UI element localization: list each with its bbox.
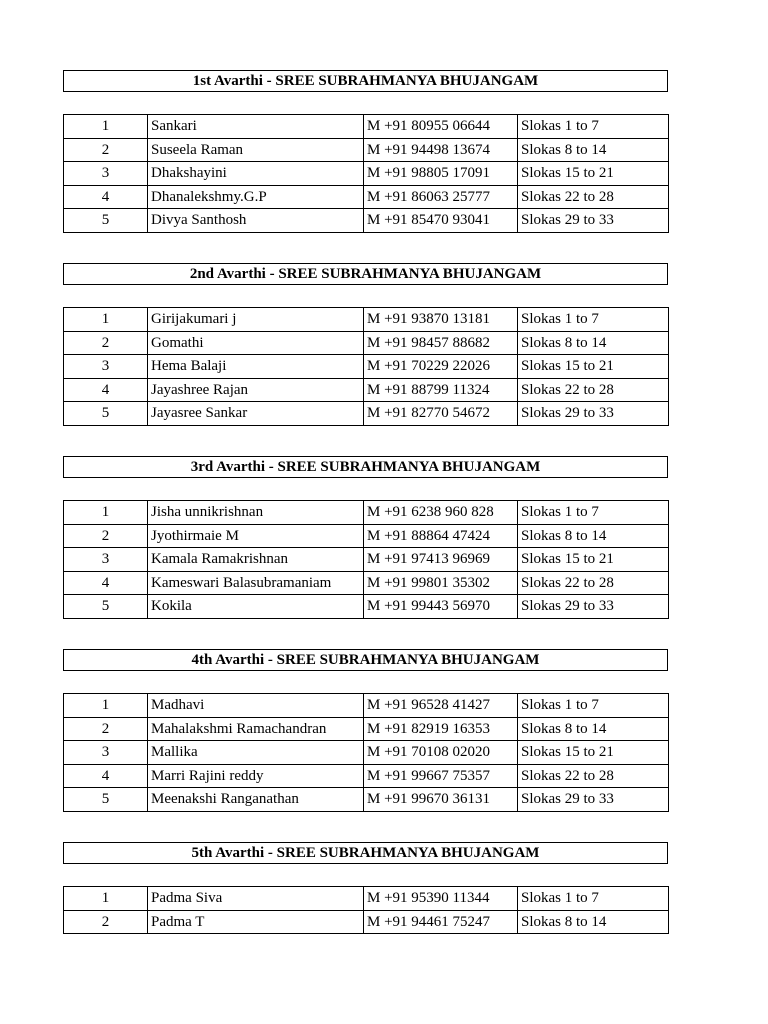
sloka-range: Slokas 15 to 21: [518, 548, 669, 572]
participant-name: Jayashree Rajan: [148, 378, 364, 402]
table-row: [64, 764, 669, 788]
sloka-range: Slokas 22 to 28: [518, 185, 669, 209]
participant-name: Suseela Raman: [148, 138, 364, 162]
phone-number: M +91 95390 11344: [364, 887, 518, 911]
table-row: [64, 741, 669, 765]
row-number: 1: [64, 887, 148, 911]
sloka-range: Slokas 1 to 7: [518, 115, 669, 139]
sloka-range: Slokas 8 to 14: [518, 524, 669, 548]
participant-name: Hema Balaji: [148, 355, 364, 379]
phone-number: M +91 70108 02020: [364, 741, 518, 765]
sloka-range: Slokas 8 to 14: [518, 910, 669, 934]
sloka-range: Slokas 1 to 7: [518, 694, 669, 718]
phone-number: M +91 99667 75357: [364, 764, 518, 788]
table-row: [64, 788, 669, 812]
table-row: [64, 115, 669, 139]
sloka-range: Slokas 15 to 21: [518, 162, 669, 186]
row-number: 5: [64, 209, 148, 233]
sloka-range: Slokas 15 to 21: [518, 741, 669, 765]
participants-table: [63, 500, 669, 619]
table-row: [64, 162, 669, 186]
sloka-range: Slokas 8 to 14: [518, 138, 669, 162]
participant-name: Divya Santhosh: [148, 209, 364, 233]
participant-name: Mahalakshmi Ramachandran: [148, 717, 364, 741]
row-number: 4: [64, 378, 148, 402]
phone-number: M +91 94461 75247: [364, 910, 518, 934]
participant-name: Kamala Ramakrishnan: [148, 548, 364, 572]
sloka-range: Slokas 22 to 28: [518, 378, 669, 402]
phone-number: M +91 99443 56970: [364, 595, 518, 619]
phone-number: M +91 82919 16353: [364, 717, 518, 741]
row-number: 5: [64, 788, 148, 812]
section-title: 2nd Avarthi - SREE SUBRAHMANYA BHUJANGAM: [63, 263, 668, 285]
row-number: 3: [64, 162, 148, 186]
avarthi-section-2: [63, 263, 668, 422]
avarthi-section-1: [63, 70, 668, 229]
sloka-range: Slokas 8 to 14: [518, 331, 669, 355]
table-row: [64, 138, 669, 162]
phone-number: M +91 88864 47424: [364, 524, 518, 548]
participant-name: Dhanalekshmy.G.P: [148, 185, 364, 209]
participant-name: Jayasree Sankar: [148, 402, 364, 426]
participant-name: Madhavi: [148, 694, 364, 718]
sloka-range: Slokas 29 to 33: [518, 788, 669, 812]
participant-name: Kameswari Balasubramaniam: [148, 571, 364, 595]
phone-number: M +91 70229 22026: [364, 355, 518, 379]
row-number: 2: [64, 717, 148, 741]
participants-table: [63, 114, 669, 233]
sloka-range: Slokas 29 to 33: [518, 595, 669, 619]
participant-name: Jisha unnikrishnan: [148, 501, 364, 525]
table-row: [64, 308, 669, 332]
table-row: [64, 209, 669, 233]
participants-table: [63, 886, 669, 934]
table-row: [64, 402, 669, 426]
participant-name: Sankari: [148, 115, 364, 139]
row-number: 3: [64, 741, 148, 765]
sloka-range: Slokas 22 to 28: [518, 571, 669, 595]
participant-name: Meenakshi Ranganathan: [148, 788, 364, 812]
table-row: [64, 717, 669, 741]
table-row: [64, 694, 669, 718]
table-row: [64, 331, 669, 355]
phone-number: M +91 85470 93041: [364, 209, 518, 233]
section-title: 5th Avarthi - SREE SUBRAHMANYA BHUJANGAM: [63, 842, 668, 864]
sloka-range: Slokas 1 to 7: [518, 501, 669, 525]
sloka-range: Slokas 29 to 33: [518, 209, 669, 233]
avarthi-section-4: [63, 649, 668, 808]
row-number: 2: [64, 524, 148, 548]
section-title: 4th Avarthi - SREE SUBRAHMANYA BHUJANGAM: [63, 649, 668, 671]
phone-number: M +91 88799 11324: [364, 378, 518, 402]
phone-number: M +91 93870 13181: [364, 308, 518, 332]
table-row: [64, 524, 669, 548]
phone-number: M +91 98457 88682: [364, 331, 518, 355]
row-number: 1: [64, 501, 148, 525]
participant-name: Padma T: [148, 910, 364, 934]
participant-name: Kokila: [148, 595, 364, 619]
table-row: [64, 355, 669, 379]
participant-name: Girijakumari j: [148, 308, 364, 332]
table-row: [64, 548, 669, 572]
sloka-range: Slokas 8 to 14: [518, 717, 669, 741]
row-number: 2: [64, 331, 148, 355]
sloka-range: Slokas 29 to 33: [518, 402, 669, 426]
row-number: 5: [64, 595, 148, 619]
phone-number: M +91 96528 41427: [364, 694, 518, 718]
table-row: [64, 887, 669, 911]
phone-number: M +91 6238 960 828: [364, 501, 518, 525]
row-number: 4: [64, 764, 148, 788]
avarthi-section-3: [63, 456, 668, 615]
participant-name: Padma Siva: [148, 887, 364, 911]
phone-number: M +91 97413 96969: [364, 548, 518, 572]
participants-table: [63, 307, 669, 426]
row-number: 1: [64, 694, 148, 718]
participants-table: [63, 693, 669, 812]
table-row: [64, 595, 669, 619]
table-row: [64, 501, 669, 525]
table-row: [64, 910, 669, 934]
row-number: 4: [64, 571, 148, 595]
phone-number: M +91 94498 13674: [364, 138, 518, 162]
table-row: [64, 571, 669, 595]
phone-number: M +91 80955 06644: [364, 115, 518, 139]
row-number: 2: [64, 910, 148, 934]
section-title: 1st Avarthi - SREE SUBRAHMANYA BHUJANGAM: [63, 70, 668, 92]
row-number: 3: [64, 355, 148, 379]
row-number: 1: [64, 308, 148, 332]
avarthi-section-5: [63, 842, 668, 930]
sloka-range: Slokas 15 to 21: [518, 355, 669, 379]
sloka-range: Slokas 22 to 28: [518, 764, 669, 788]
sloka-range: Slokas 1 to 7: [518, 887, 669, 911]
phone-number: M +91 82770 54672: [364, 402, 518, 426]
phone-number: M +91 86063 25777: [364, 185, 518, 209]
phone-number: M +91 99670 36131: [364, 788, 518, 812]
sloka-range: Slokas 1 to 7: [518, 308, 669, 332]
participant-name: Mallika: [148, 741, 364, 765]
row-number: 2: [64, 138, 148, 162]
phone-number: M +91 99801 35302: [364, 571, 518, 595]
section-title: 3rd Avarthi - SREE SUBRAHMANYA BHUJANGAM: [63, 456, 668, 478]
row-number: 1: [64, 115, 148, 139]
row-number: 3: [64, 548, 148, 572]
row-number: 4: [64, 185, 148, 209]
table-row: [64, 185, 669, 209]
phone-number: M +91 98805 17091: [364, 162, 518, 186]
participant-name: Gomathi: [148, 331, 364, 355]
participant-name: Dhakshayini: [148, 162, 364, 186]
row-number: 5: [64, 402, 148, 426]
table-row: [64, 378, 669, 402]
participant-name: Jyothirmaie M: [148, 524, 364, 548]
participant-name: Marri Rajini reddy: [148, 764, 364, 788]
